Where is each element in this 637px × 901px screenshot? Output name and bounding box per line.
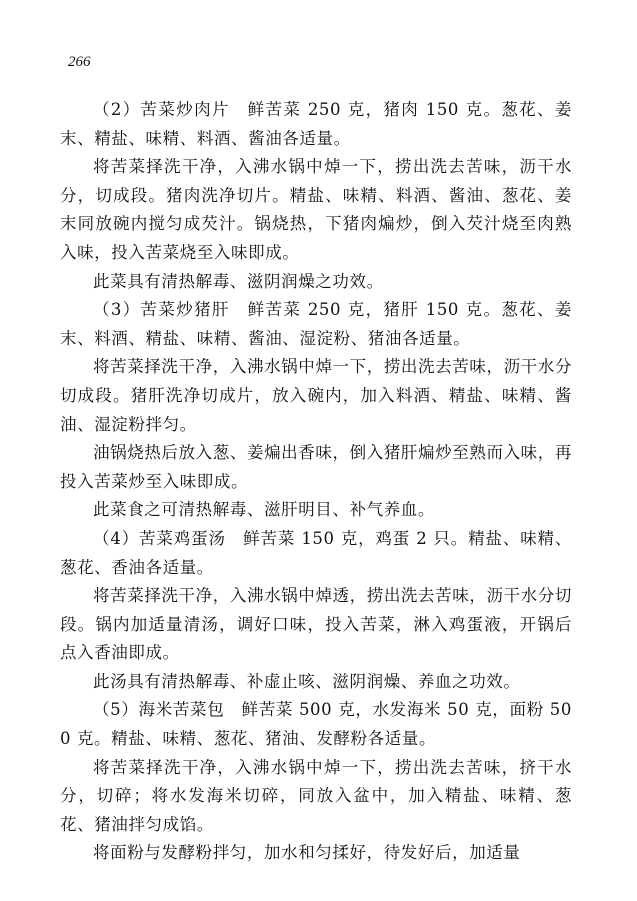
paragraph-recipe-4-effect: 此汤具有清热解毒、补虚止咳、滋阴润燥、养血之功效。 [93,671,521,691]
paragraph-recipe-3-method-2: 油锅烧热后放入葱、姜煸出香味，倒入猪肝煸炒至熟而入味，再投入苦菜炒至入味即成。 [60,443,572,491]
paragraph-recipe-5-method-2: 将面粉与发酵粉拌匀，加水和匀揉好，待发好后，加适量 [93,843,521,863]
paragraph-recipe-5-title: （5）海米苦菜包 鲜苦菜 500 克，水发海米 50 克，面粉 500 克。精盐、味精、葱花、猪油、发酵粉各适量。 [60,700,572,749]
paragraph-recipe-3-title: （3）苦菜炒猪肝 鲜苦菜 250 克，猪肝 150 克。葱花、姜末、料酒、精盐、味精、酱油、湿淀粉、猪油各适量。 [60,300,572,348]
paragraph-recipe-4-method: 将苦菜择洗干净，入沸水锅中焯透，捞出洗去苦味，沥干水分切段。锅内加适量清汤，调好口味，投入苦菜，淋入鸡蛋液，开锅后点入香油即成。 [60,586,572,663]
paragraph-recipe-2-effect: 此菜具有清热解毒、滋阴润燥之功效。 [93,271,384,291]
paragraph-recipe-3-effect: 此菜食之可清热解毒、滋肝明目、补气养血。 [93,500,435,520]
paragraph-recipe-5-method: 将苦菜择洗干净，入沸水锅中焯一下，捞出洗去苦味，挤干水分，切碎；将水发海米切碎，同放入盆中，加入精盐、味精、葱花、猪油拌匀成馅。 [60,757,572,834]
page-number: 266 [68,54,91,70]
paragraph-recipe-3-method: 将苦菜择洗干净，入沸水锅中焯一下，捞出洗去苦味，沥干水分切成段。猪肝洗净切成片，放入碗内，加入料酒、精盐、味精、酱油、湿淀粉拌匀。 [60,357,572,434]
paragraph-recipe-2-method: 将苦菜择洗干净，入沸水锅中焯一下，捞出洗去苦味，沥干水分，切成段。猪肉洗净切片。精盐、味精、料酒、酱油、葱花、姜末同放碗内搅匀成芡汁。锅烧热，下猪肉煸炒，倒入芡汁烧至肉熟入味，投入苦菜烧至入味即成。 [60,157,572,262]
paragraph-recipe-4-title: （4）苦菜鸡蛋汤 鲜苦菜 150 克，鸡蛋 2 只。精盐、味精、葱花、香油各适量。 [60,528,572,577]
page-body [60,96,572,868]
paragraph-recipe-2-title: （2）苦菜炒肉片 鲜苦菜 250 克，猪肉 150 克。葱花、姜末、精盐、味精、料酒、酱油各适量。 [60,100,572,148]
